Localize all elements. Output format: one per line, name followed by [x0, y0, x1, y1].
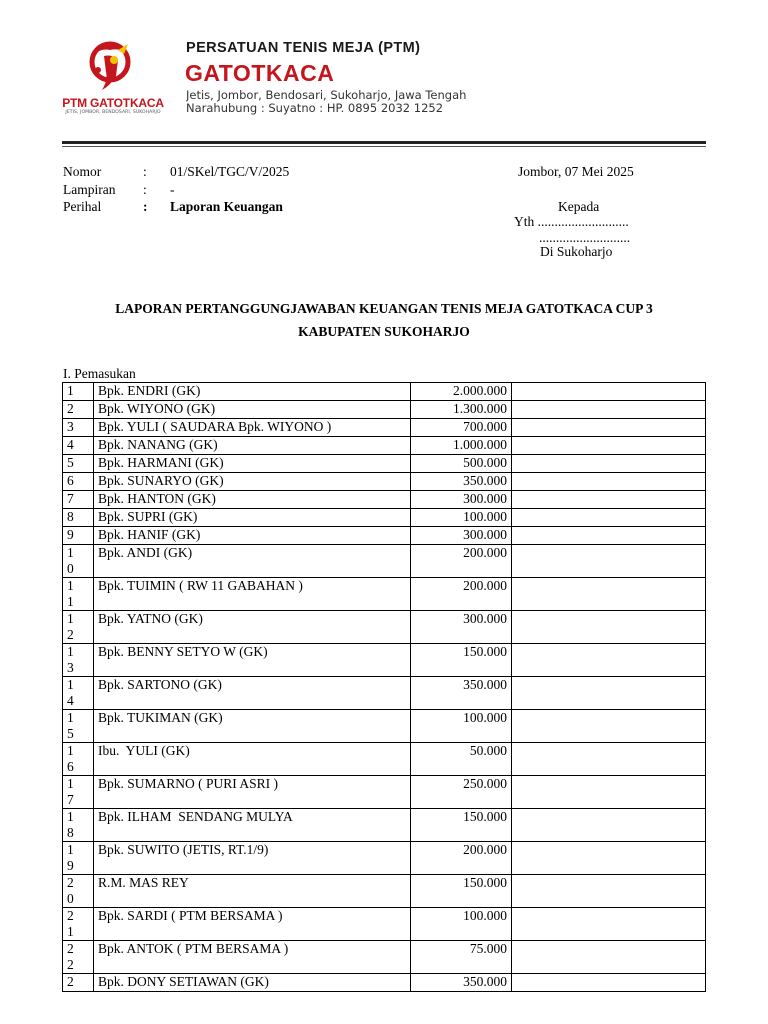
blank-cell: [512, 455, 706, 473]
logo-subtext: JETIS, JOMBOR, BENDOSARI, SUKOHARJO: [65, 110, 161, 115]
table-row: [63, 809, 706, 842]
blank-cell: [512, 527, 706, 545]
donor-name: Bpk. NANANG (GK): [94, 437, 411, 455]
donor-name: Bpk. SUNARYO (GK): [94, 473, 411, 491]
row-number: 2: [67, 401, 74, 416]
donation-amount: 150.000: [411, 644, 512, 677]
donation-amount: 150.000: [411, 809, 512, 842]
blank-cell: [512, 677, 706, 710]
row-number-cell: [63, 644, 94, 677]
blank-cell: [512, 437, 706, 455]
yth-line: Yth ...........................: [514, 214, 629, 229]
row-number: 16: [67, 743, 74, 774]
table-row: [63, 941, 706, 974]
donor-name: Bpk. SARDI ( PTM BERSAMA ): [94, 908, 411, 941]
row-number-cell: [63, 527, 94, 545]
row-number: 1: [67, 383, 74, 398]
donation-amount: 500.000: [411, 455, 512, 473]
donation-amount: 700.000: [411, 419, 512, 437]
donor-name: Bpk. ILHAM SENDANG MULYA: [94, 809, 411, 842]
table-row: [63, 578, 706, 611]
donation-amount: 50.000: [411, 743, 512, 776]
logo-text: PTM GATOTKACA: [62, 96, 164, 110]
org-name: PERSATUAN TENIS MEJA (PTM): [186, 40, 421, 56]
row-number: 11: [67, 578, 74, 609]
donation-amount: 150.000: [411, 875, 512, 908]
row-number: 13: [67, 644, 74, 675]
row-number-cell: [63, 974, 94, 992]
nomor-colon: :: [143, 164, 147, 179]
lampiran-label: Lampiran: [63, 182, 116, 197]
blank-cell: [512, 875, 706, 908]
blank-cell: [512, 776, 706, 809]
report-title-line2: KABUPATEN SUKOHARJO: [298, 324, 470, 339]
row-number-cell: [63, 842, 94, 875]
donor-name: Bpk. ANDI (GK): [94, 545, 411, 578]
table-row: [63, 437, 706, 455]
donation-amount: 350.000: [411, 974, 512, 992]
gatotkaca-emblem-icon: [80, 36, 142, 98]
blank-cell: [512, 941, 706, 974]
table-row: [63, 776, 706, 809]
row-number-cell: [63, 809, 94, 842]
letter-date: Jombor, 07 Mei 2025: [518, 164, 634, 179]
table-row: [63, 509, 706, 527]
table-row: [63, 710, 706, 743]
donation-amount: 300.000: [411, 611, 512, 644]
blank-cell: [512, 545, 706, 578]
row-number: 22: [67, 941, 74, 972]
blank-cell: [512, 473, 706, 491]
donor-name: Bpk. HANTON (GK): [94, 491, 411, 509]
addressee-city: Di Sukoharjo: [540, 244, 613, 259]
section-income-heading: I. Pemasukan: [63, 366, 136, 381]
donation-amount: 350.000: [411, 473, 512, 491]
row-number-cell: [63, 875, 94, 908]
donor-name: Bpk. YATNO (GK): [94, 611, 411, 644]
blank-cell: [512, 809, 706, 842]
donor-name: Ibu. YULI (GK): [94, 743, 411, 776]
report-title-line1: LAPORAN PERTANGGUNGJAWABAN KEUANGAN TENIS MEJA GATOTKACA CUP 3: [115, 301, 653, 316]
row-number: 4: [67, 437, 74, 452]
row-number: 3: [67, 419, 74, 434]
row-number-cell: [63, 437, 94, 455]
donor-name: Bpk. SARTONO (GK): [94, 677, 411, 710]
donor-name: Bpk. DONY SETIAWAN (GK): [94, 974, 411, 992]
blank-cell: [512, 743, 706, 776]
row-number: 10: [67, 545, 74, 576]
row-number: 9: [67, 527, 74, 542]
table-row: [63, 611, 706, 644]
row-number-cell: [63, 710, 94, 743]
blank-cell: [512, 842, 706, 875]
donor-name: Bpk. TUIMIN ( RW 11 GABAHAN ): [94, 578, 411, 611]
table-row: [63, 974, 706, 992]
donor-name: Bpk. SUWITO (JETIS, RT.1/9): [94, 842, 411, 875]
yth-line-2: ...........................: [539, 230, 631, 245]
table-row: [63, 908, 706, 941]
row-number: 14: [67, 677, 74, 708]
donor-name: Bpk. ANTOK ( PTM BERSAMA ): [94, 941, 411, 974]
perihal-label: Perihal: [63, 199, 102, 214]
row-number-cell: [63, 776, 94, 809]
nomor-label: Nomor: [63, 164, 102, 179]
org-title: GATOTKACA: [185, 60, 335, 86]
letterhead-divider-thin: [62, 146, 706, 147]
table-row: [63, 383, 706, 401]
row-number-cell: [63, 677, 94, 710]
blank-cell: [512, 908, 706, 941]
blank-cell: [512, 974, 706, 992]
row-number: 19: [67, 842, 74, 873]
table-row: [63, 419, 706, 437]
donation-amount: 100.000: [411, 908, 512, 941]
org-contact: Narahubung : Suyatno : HP. 0895 2032 1252: [186, 101, 444, 115]
table-row: [63, 677, 706, 710]
row-number-cell: [63, 545, 94, 578]
table-row: [63, 455, 706, 473]
row-number-cell: [63, 743, 94, 776]
lampiran-value: -: [170, 182, 175, 197]
table-row: [63, 644, 706, 677]
donation-amount: 100.000: [411, 710, 512, 743]
donation-amount: 1.000.000: [411, 437, 512, 455]
donor-name: Bpk. HANIF (GK): [94, 527, 411, 545]
blank-cell: [512, 611, 706, 644]
row-number-cell: [63, 383, 94, 401]
table-row: [63, 875, 706, 908]
donor-name: R.M. MAS REY: [94, 875, 411, 908]
blank-cell: [512, 383, 706, 401]
row-number-cell: [63, 611, 94, 644]
row-number-cell: [63, 509, 94, 527]
row-number: 8: [67, 509, 74, 524]
row-number: 21: [67, 908, 74, 939]
perihal-value: Laporan Keuangan: [170, 199, 283, 214]
lampiran-colon: :: [143, 182, 147, 197]
donor-name: Bpk. SUPRI (GK): [94, 509, 411, 527]
row-number: 17: [67, 776, 74, 807]
perihal-colon: :: [143, 199, 148, 214]
donation-amount: 200.000: [411, 545, 512, 578]
blank-cell: [512, 401, 706, 419]
donation-amount: 250.000: [411, 776, 512, 809]
row-number-cell: [63, 941, 94, 974]
table-row: [63, 491, 706, 509]
row-number: 15: [67, 710, 74, 741]
blank-cell: [512, 491, 706, 509]
row-number: 5: [67, 455, 74, 470]
table-row: [63, 545, 706, 578]
income-table: [62, 382, 706, 992]
donation-amount: 200.000: [411, 842, 512, 875]
donor-name: Bpk. ENDRI (GK): [94, 383, 411, 401]
blank-cell: [512, 419, 706, 437]
org-address: Jetis, Jombor, Bendosari, Sukoharjo, Jawa Tengah: [186, 88, 466, 102]
row-number-cell: [63, 578, 94, 611]
table-row: [63, 743, 706, 776]
table-row: [63, 527, 706, 545]
blank-cell: [512, 578, 706, 611]
row-number: 12: [67, 611, 74, 642]
donor-name: Bpk. HARMANI (GK): [94, 455, 411, 473]
row-number: 6: [67, 473, 74, 488]
kepada-label: Kepada: [558, 199, 600, 214]
row-number-cell: [63, 419, 94, 437]
donor-name: Bpk. TUKIMAN (GK): [94, 710, 411, 743]
nomor-value: 01/SKel/TGC/V/2025: [170, 164, 290, 179]
donation-amount: 2.000.000: [411, 383, 512, 401]
donation-amount: 350.000: [411, 677, 512, 710]
row-number-cell: [63, 473, 94, 491]
blank-cell: [512, 509, 706, 527]
donation-amount: 75.000: [411, 941, 512, 974]
row-number: 7: [67, 491, 74, 506]
donor-name: Bpk. SUMARNO ( PURI ASRI ): [94, 776, 411, 809]
table-row: [63, 842, 706, 875]
donation-amount: 300.000: [411, 527, 512, 545]
blank-cell: [512, 644, 706, 677]
row-number-cell: [63, 401, 94, 419]
donation-amount: 100.000: [411, 509, 512, 527]
row-number-cell: [63, 455, 94, 473]
donation-amount: 1.300.000: [411, 401, 512, 419]
letterhead-divider-thick: [62, 141, 706, 144]
donor-name: Bpk. YULI ( SAUDARA Bpk. WIYONO ): [94, 419, 411, 437]
row-number: 2: [67, 974, 74, 989]
table-row: [63, 401, 706, 419]
row-number: 20: [67, 875, 74, 906]
org-logo: [58, 36, 162, 118]
donation-amount: 300.000: [411, 491, 512, 509]
row-number: 18: [67, 809, 74, 840]
donation-amount: 200.000: [411, 578, 512, 611]
blank-cell: [512, 710, 706, 743]
row-number-cell: [63, 491, 94, 509]
row-number-cell: [63, 908, 94, 941]
table-row: [63, 473, 706, 491]
donor-name: Bpk. WIYONO (GK): [94, 401, 411, 419]
donor-name: Bpk. BENNY SETYO W (GK): [94, 644, 411, 677]
